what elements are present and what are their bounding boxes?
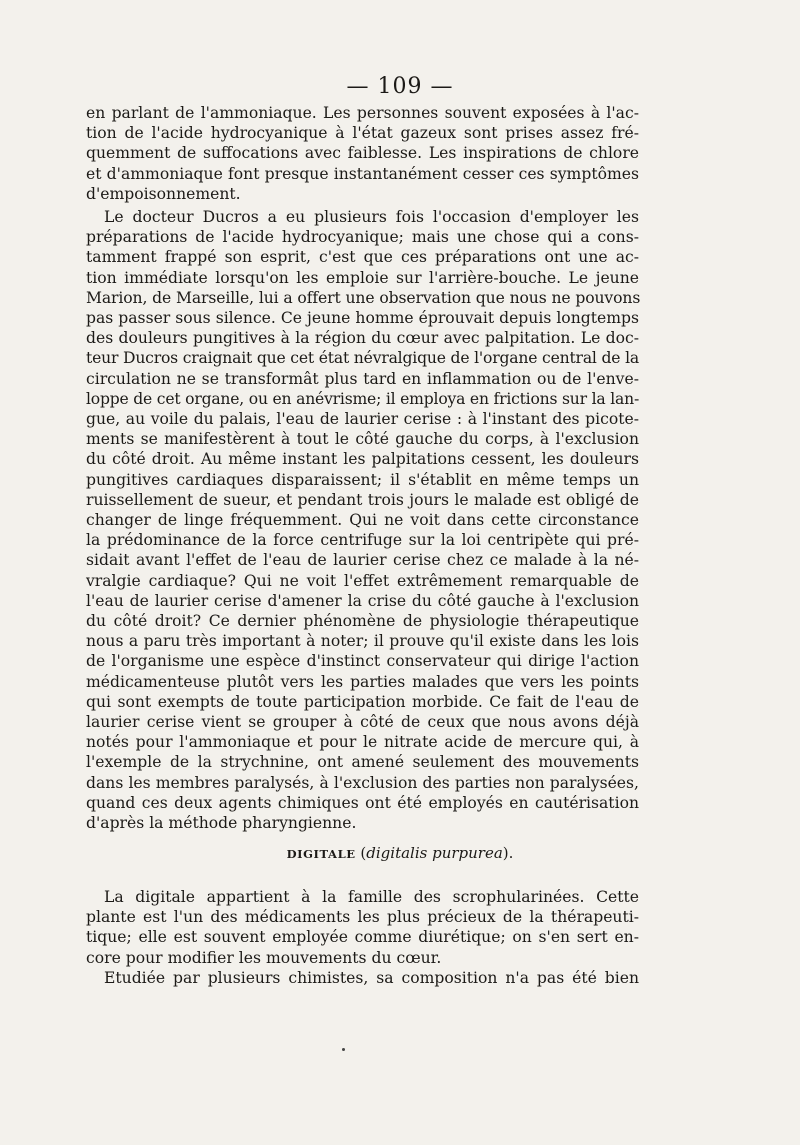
text-line: de l'organisme une espèce d'instinct conservateur qui dirige l'action [86, 652, 639, 671]
text-line: core pour modifier les mouvements du cœur. [86, 948, 442, 967]
text-line: loppe de cet organe, ou en anévrisme; il employa en frictions sur la lan- [86, 389, 639, 408]
paragraph-ammoniaque [86, 103, 639, 204]
text-line: tion immédiate lorsqu'on les emploie sur l'arrière-bouche. Le jeune [86, 268, 639, 287]
paragraph-ducros [86, 207, 639, 833]
text-line: ments se manifestèrent à tout le côté gauche du corps, à l'exclusion [86, 430, 639, 449]
text-line: vralgie cardiaque? Qui ne voit l'effet extrêmement remarquable de [86, 571, 639, 590]
text-line: pungitives cardiaques disparaissent; il s'établit en même temps un [86, 470, 639, 489]
text-line: du côté droit. Au même instant les palpitations cessent, les douleurs [86, 450, 639, 469]
text-line: des douleurs pungitives à la région du cœur avec palpitation. Le doc- [86, 329, 639, 348]
text-line: l'eau de laurier cerise d'amener la crise du côté gauche à l'exclusion [86, 591, 639, 610]
text-line: pas passer sous silence. Ce jeune homme éprouvait depuis longtemps [86, 309, 639, 328]
heading-paren-open: ( [355, 844, 367, 862]
text-line: tique; elle est souvent employée comme diurétique; on s'en sert en- [86, 928, 639, 947]
text-line: tamment frappé son esprit, c'est que ces préparations ont une ac- [86, 248, 639, 267]
text-line: gue, au voile du palais, l'eau de laurier cerise : à l'instant des picote- [86, 410, 639, 429]
text-line: la prédominance de la force centrifuge sur la loi centripète qui pré- [86, 531, 639, 550]
text-line: l'exemple de la strychnine, ont amené seulement des mouvements [86, 753, 639, 772]
text-line: d'après la méthode pharyngienne. [86, 814, 357, 833]
text-line: ruissellement de sueur, et pendant trois jours le malade est obligé de [86, 490, 639, 509]
heading-latin-name: digitalis purpurea [366, 844, 503, 862]
text-line: dans les membres paralysés, à l'exclusion des parties non paralysées, [86, 773, 639, 792]
text-line: Etudiée par plusieurs chimistes, sa composition n'a pas été bien [104, 968, 639, 987]
section-heading-digitale [0, 844, 800, 862]
page-number: — 109 — [346, 74, 454, 99]
text-line: d'empoisonnement. [86, 184, 241, 203]
text-line: circulation ne se transformât plus tard en inflammation ou de l'enve- [86, 369, 639, 388]
text-line: et d'ammoniaque font presque instantanément cesser ces symptômes [86, 164, 639, 183]
text-line: plante est l'un des médicaments les plus précieux de la thérapeuti- [86, 908, 639, 927]
text-line: tion de l'acide hydrocyanique à l'état gazeux sont prises assez fré- [86, 124, 639, 143]
text-line: Le docteur Ducros a eu plusieurs fois l'occasion d'employer les [104, 208, 639, 226]
heading-paren-close: ). [502, 844, 514, 862]
paragraph-digitale [86, 887, 639, 988]
text-line: médicamenteuse plutôt vers les parties malades que vers les points [86, 672, 639, 691]
text-line: qui sont exempts de toute participation morbide. Ce fait de l'eau de [86, 692, 639, 711]
text-line: nous a paru très important à noter; il prouve qu'il existe dans les lois [86, 632, 639, 651]
text-line: quand ces deux agents chimiques ont été employés en cautérisation [86, 793, 639, 812]
text-line: préparations de l'acide hydrocyanique; mais une chose qui a cons- [86, 228, 639, 247]
heading-title: DIGITALE [286, 847, 356, 861]
text-line: La digitale appartient à la famille des scrophularinées. Cette [104, 888, 639, 906]
ink-speck [342, 1048, 345, 1051]
text-line: teur Ducros craignait que cet état névralgique de l'organe central de la [86, 349, 639, 368]
text-line: du côté droit? Ce dernier phénomène de physiologie thérapeutique [86, 612, 639, 631]
text-line: laurier cerise vient se grouper à côté de ceux que nous avons déjà [86, 713, 639, 732]
text-line: en parlant de l'ammoniaque. Les personnes souvent exposées à l'ac- [86, 104, 639, 122]
text-line: quemment de suffocations avec faiblesse. Les inspirations de chlore [86, 144, 639, 163]
text-line: Marion, de Marseille, lui a offert une observation que nous ne pouvons [86, 288, 641, 307]
text-line: changer de linge fréquemment. Qui ne voit dans cette circonstance [86, 511, 639, 530]
text-line: notés pour l'ammoniaque et pour le nitrate acide de mercure qui, à [86, 733, 639, 752]
text-line: sidait avant l'effet de l'eau de laurier cerise chez ce malade à la né- [86, 551, 639, 570]
